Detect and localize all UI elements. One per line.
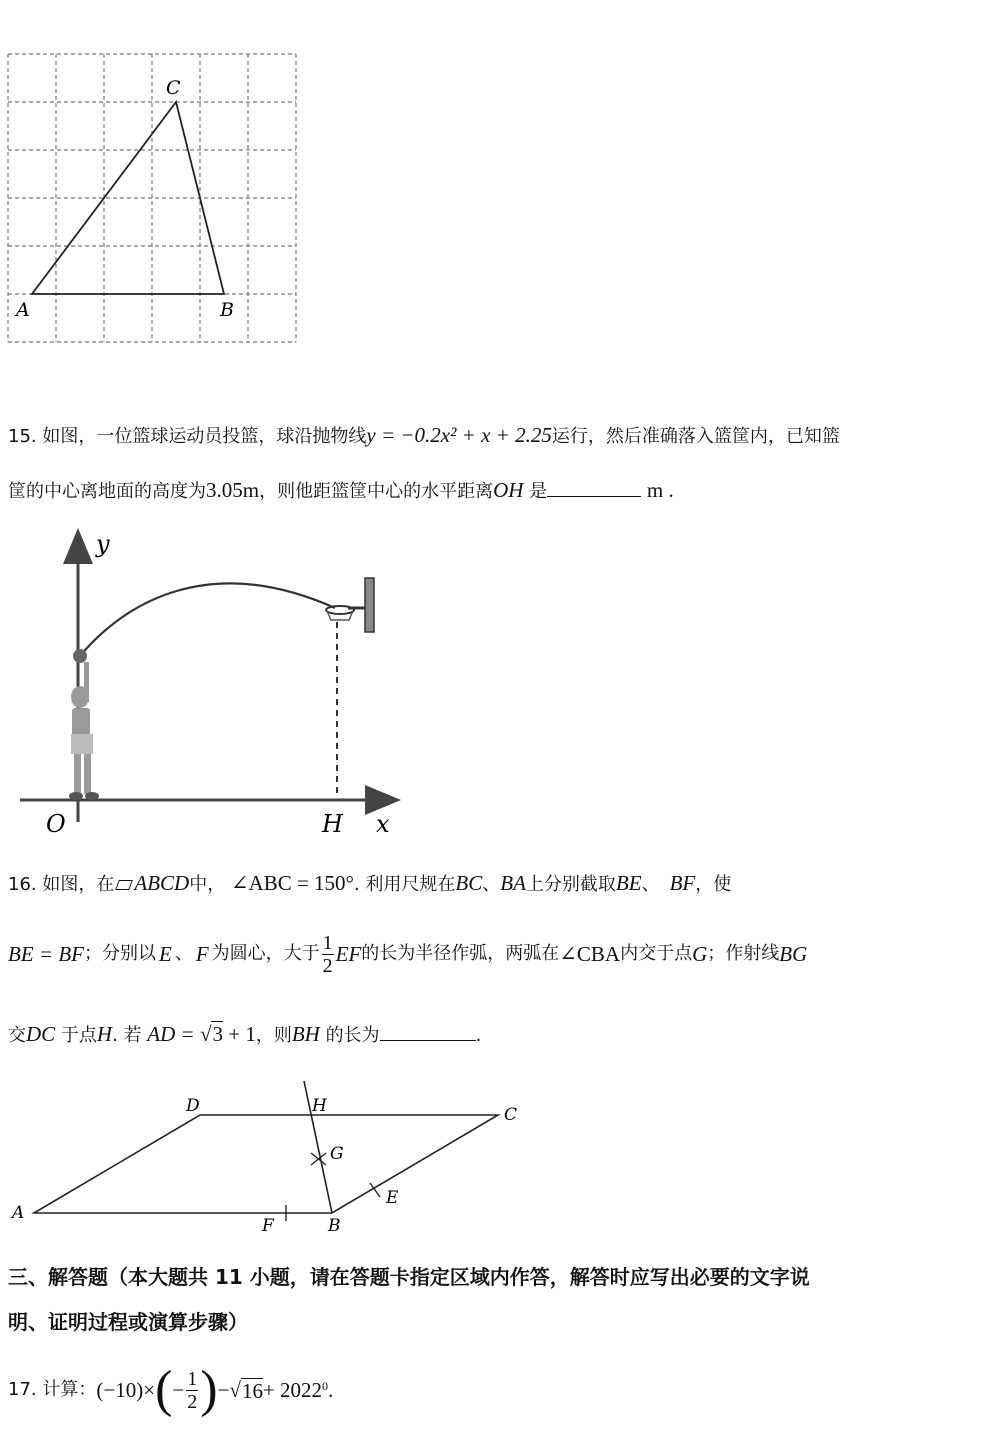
vertex-label-a: A <box>12 1203 25 1223</box>
question-text: ，则 <box>255 1025 292 1046</box>
separator: 、 <box>482 874 501 895</box>
point-label-h: H <box>312 1096 327 1116</box>
point-label-g: G <box>330 1144 344 1164</box>
question-16-line-1 <box>8 871 731 897</box>
vertex-label-c: C <box>166 77 181 99</box>
question-text: 内交于点 <box>620 943 693 964</box>
arc-intersection-g <box>311 1153 326 1165</box>
ray-bg: BG <box>779 942 808 966</box>
separator: 、 <box>641 874 660 895</box>
ad-lhs: AD = <box>147 1022 200 1046</box>
equation-be-bf: BE = BF <box>8 942 84 966</box>
question-16-line-3 <box>8 1022 481 1048</box>
question-text: 交 <box>8 1025 26 1046</box>
segment-ef: EF <box>335 942 362 966</box>
basketball-figure <box>10 522 410 844</box>
expression-part-3: + 2022 <box>262 1378 323 1402</box>
question-number: 17. <box>8 1379 37 1400</box>
fraction-denominator: 2 <box>322 954 333 977</box>
answer-blank[interactable] <box>547 478 641 497</box>
parallelogram-figure <box>6 1075 536 1235</box>
vertex-label-c: C <box>504 1105 518 1125</box>
hoop-height: 3.05m <box>206 478 260 502</box>
question-text: . 利用尺规在 <box>353 874 456 895</box>
section-3-heading-line-1: 三、解答题（本大题共 11 小题，请在答题卡指定区域内作答，解答时应写出必要的文字说 <box>8 1265 810 1289</box>
dashed-grid <box>8 54 296 342</box>
question-text: ，使 <box>695 874 732 895</box>
section-3-heading-line-2: 明、证明过程或演算步骤） <box>8 1310 248 1334</box>
question-text: 上分别截取 <box>525 874 616 895</box>
angle-abc: ∠ABC = 150° <box>230 871 354 895</box>
point-label-f: F <box>262 1216 274 1235</box>
segment-bh: BH <box>291 1022 320 1046</box>
point-f: F <box>195 942 209 966</box>
segment-bc: BC <box>455 871 483 895</box>
minus-sign: − <box>172 1378 185 1402</box>
vertex-label-b: B <box>220 299 234 321</box>
fraction-numerator: 1 <box>187 1367 198 1390</box>
question-text: 如图，在 <box>42 874 115 895</box>
separator: 、 <box>174 943 193 964</box>
y-axis-label: y <box>96 530 110 558</box>
right-paren: ) <box>200 1361 218 1418</box>
question-text: 如图，一位篮球运动员投篮，球沿抛物线 <box>42 426 367 447</box>
segment-ba: BA <box>500 871 526 895</box>
period: . <box>475 1025 482 1046</box>
question-number: 15. <box>8 426 37 447</box>
origin-label: O <box>46 810 66 838</box>
basketball-hoop <box>326 578 374 632</box>
question-text: . 若 <box>112 1025 142 1046</box>
question-text: 中， <box>189 874 226 895</box>
sqrt-radicand: 3 <box>212 1022 223 1046</box>
fraction-half <box>322 932 334 977</box>
question-text: ；分别以 <box>83 943 156 964</box>
question-text: 的长为 <box>325 1025 380 1046</box>
question-15-line-2 <box>8 478 674 504</box>
point-h-label: H <box>322 810 343 838</box>
sqrt-radicand: 16 <box>241 1378 263 1403</box>
question-text: 为圆心，大于 <box>211 943 320 964</box>
question-15-line-1 <box>8 423 840 449</box>
question-text: 运行，然后准确落入篮筐内，已知篮 <box>551 426 840 447</box>
parabola-formula: y = −0.2x² + x + 2.25 <box>366 423 552 447</box>
question-label: 计算： <box>42 1379 97 1400</box>
question-text: 于点 <box>60 1025 97 1046</box>
parallelogram-abcd <box>34 1115 498 1213</box>
period: . <box>328 1378 334 1402</box>
x-axis-label: x <box>376 810 390 838</box>
segment-dc: DC <box>26 1022 56 1046</box>
question-text: 是 <box>529 481 548 502</box>
question-text: ，则他距篮筐中心的水平距离 <box>259 481 494 502</box>
exponent: 0 <box>322 1379 329 1393</box>
vertex-label-d: D <box>186 1096 200 1116</box>
ad-tail: + 1 <box>222 1022 256 1046</box>
sqrt-sign: √ <box>229 1378 241 1402</box>
question-16-line-2 <box>8 928 807 980</box>
vertex-label-a: A <box>16 299 30 321</box>
ball-trajectory <box>80 583 335 656</box>
answer-blank[interactable] <box>380 1022 476 1041</box>
sqrt-sign: √ <box>199 1022 212 1046</box>
point-g: G <box>692 942 708 966</box>
question-text: 筐的中心离地面的高度为 <box>8 481 206 502</box>
parallelogram-icon <box>116 880 134 890</box>
question-17 <box>8 1360 333 1420</box>
point-h: H <box>96 1022 113 1046</box>
segment-bf: BF <box>669 871 696 895</box>
fraction-numerator: 1 <box>322 931 333 954</box>
expression-part-1: (−10)× <box>96 1378 156 1402</box>
expression-part-2: − <box>217 1378 230 1402</box>
question-text: 的长为半径作弧，两弧在 <box>361 943 560 964</box>
segment-be: BE <box>615 871 642 895</box>
point-label-e: E <box>386 1188 399 1208</box>
question-number: 16. <box>8 874 37 895</box>
triangle-grid-figure <box>6 52 298 344</box>
unit-label: m . <box>646 478 674 502</box>
fraction-half <box>186 1368 198 1413</box>
vertex-label-b: B <box>328 1216 341 1235</box>
basketball-player <box>69 649 99 800</box>
point-e: E <box>158 942 172 966</box>
left-paren: ( <box>155 1361 173 1418</box>
fraction-denominator: 2 <box>187 1390 198 1413</box>
segment-oh: OH <box>493 478 524 502</box>
angle-cba: ∠CBA <box>559 942 621 966</box>
quad-name: ABCD <box>134 871 190 895</box>
question-text: ；作射线 <box>707 943 780 964</box>
basketball <box>73 649 87 663</box>
